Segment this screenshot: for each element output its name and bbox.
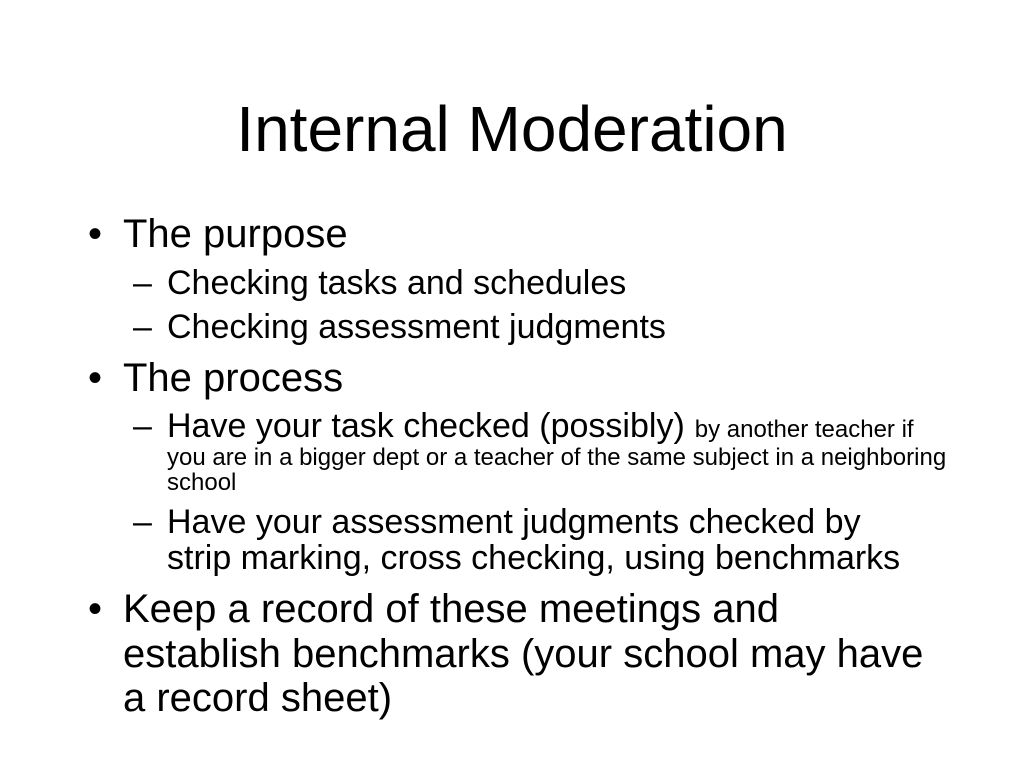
- bullet-marker-icon: •: [88, 212, 103, 256]
- sub-bullet-small-text: school: [167, 469, 237, 497]
- slide-body: [86, 212, 946, 721]
- sub-bullet-item-checking-judgments: [133, 309, 946, 345]
- sub-bullet-item-checking-tasks: [133, 265, 946, 301]
- sub-bullet-text-mixed: [167, 408, 946, 444]
- dash-marker-icon: –: [133, 503, 152, 542]
- sub-bullet-item-judgments-checked: [133, 504, 946, 577]
- sub-bullet-item-task-checked: [133, 408, 946, 496]
- bullet-marker-icon: •: [88, 586, 103, 631]
- bullet-item-purpose: [86, 212, 946, 257]
- sub-bullet-small-text: you are in a bigger dept or a teacher of the same subject in a neighboring: [167, 443, 947, 471]
- bullet-text: Keep a record of these meetings and: [123, 586, 779, 631]
- slide-title: Internal Moderation: [236, 93, 788, 165]
- bullet-item-keep-record: [86, 587, 946, 721]
- sub-bullet-text: Checking assessment judgments: [167, 308, 666, 347]
- sub-bullet-text: Have your assessment judgments checked by: [167, 503, 861, 542]
- sub-bullet-text: strip marking, cross checking, using benchmarks: [167, 539, 901, 578]
- bullet-item-process: [86, 356, 946, 401]
- bullet-text: The process: [123, 355, 344, 400]
- bullet-text: a record sheet): [123, 676, 393, 721]
- dash-marker-icon: –: [133, 407, 152, 446]
- sub-bullet-small-text: by another teacher if: [694, 416, 914, 444]
- bullet-marker-icon: •: [88, 355, 103, 400]
- sub-bullet-main-text: Have your task checked (possibly): [167, 407, 685, 446]
- bullet-text: The purpose: [123, 212, 348, 256]
- bullet-text: establish benchmarks (your school may have: [123, 631, 924, 676]
- sub-bullet-text: Checking tasks and schedules: [167, 263, 627, 302]
- dash-marker-icon: –: [133, 308, 152, 347]
- dash-marker-icon: –: [133, 263, 152, 302]
